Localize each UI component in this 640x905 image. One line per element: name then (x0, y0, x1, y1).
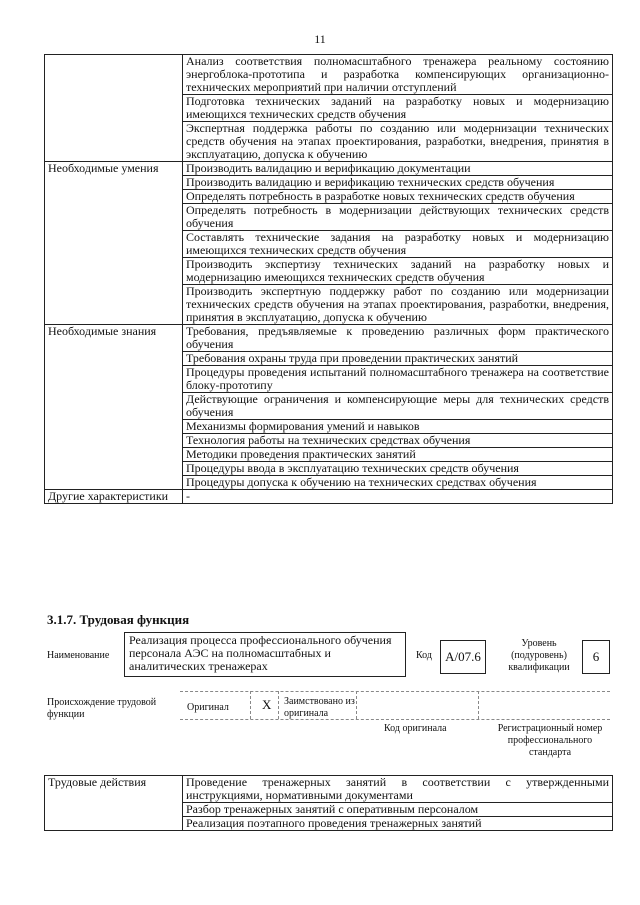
row-item: Экспертная поддержка работы по созданию или модернизации технических средств обучения на этапах проектирования, разработки, внедрения, принятия в эксплуатацию, допуска к обучению (183, 122, 613, 162)
borrowed-label: Заимствовано из оригинала (284, 696, 355, 719)
row-item: Производить валидацию и верификацию технических средств обучения (183, 176, 613, 190)
origin-top-dashed-line (180, 691, 610, 692)
origin-divider-2 (278, 691, 279, 719)
row-item: Подготовка технических заданий на разработку новых и модернизацию имеющихся технических средств обучения (183, 95, 613, 122)
row-item: Процедуры проведения испытаний полномасштабного тренажера на соответствие блоку-прототипу (183, 366, 613, 393)
origin-divider-1 (250, 691, 251, 719)
code-label: Код (416, 650, 432, 661)
table-row (45, 325, 613, 352)
row-item: Процедуры ввода в эксплуатацию технических средств обучения (183, 462, 613, 476)
row-item: Процедуры допуска к обучению на технических средствах обучения (183, 476, 613, 490)
row-label: Другие характеристики (45, 490, 183, 504)
row-label (45, 55, 183, 162)
row-item: Определять потребность в модернизации действующих технических средств обучения (183, 204, 613, 231)
row-item: Требования, предъявляемые к проведению различных форм практического обучения (183, 325, 613, 352)
table-row (45, 490, 613, 504)
original-label: Оригинал (187, 702, 229, 713)
origin-divider-4 (478, 691, 479, 719)
origin-bottom-dashed-line (180, 719, 610, 720)
table-row (45, 55, 613, 95)
row-label: Необходимые умения (45, 162, 183, 325)
level-label: Уровень (подуровень) квалификации (508, 638, 570, 673)
row-label: Необходимые знания (45, 325, 183, 490)
original-mark: X (262, 697, 272, 712)
row-item: Требования охраны труда при проведении практических занятий (183, 352, 613, 366)
row-item: Определять потребность в разработке новых технических средств обучения (183, 190, 613, 204)
row-item: Разбор тренажерных занятий с оперативным персоналом (183, 803, 613, 817)
row-item: Проведение тренажерных занятий в соответствии с утвержденными инструкциями, нормативными документами (183, 776, 613, 803)
row-item: Производить экспертизу технических заданий на разработку новых и модернизацию имеющихся технических средств обучения (183, 258, 613, 285)
row-label: Трудовые действия (45, 776, 183, 831)
registration-number-label: Регистрационный номер профессионального стандарта (497, 723, 603, 758)
origin-divider-3 (356, 691, 357, 719)
section-title: 3.1.7. Трудовая функция (47, 612, 190, 627)
name-label: Наименование (47, 650, 110, 661)
row-item: Механизмы формирования умений и навыков (183, 420, 613, 434)
function-name-value: Реализация процесса профессионального обучения персонала АЭС на полномасштабных и аналитических тренажерах (124, 632, 406, 677)
labor-actions-table (44, 775, 613, 831)
row-item: Производить экспертную поддержку работ по созданию или модернизации технических средств обучения на этапах проектирования, разработки, внедрения, принятия в эксплуатацию, допуска к обучению (183, 285, 613, 325)
code-original-label: Код оригинала (384, 723, 447, 734)
row-item: Технология работы на технических средствах обучения (183, 434, 613, 448)
requirements-table (44, 54, 613, 504)
row-item: Производить валидацию и верификацию документации (183, 162, 613, 176)
row-item: Действующие ограничения и компенсирующие меры для технических средств обучения (183, 393, 613, 420)
row-item: Реализация поэтапного проведения тренажерных занятий (183, 817, 613, 831)
level-value: 6 (582, 640, 610, 674)
row-item: Методики проведения практических занятий (183, 448, 613, 462)
code-value: А/07.6 (440, 640, 486, 674)
row-item: - (183, 490, 613, 504)
table-row (45, 776, 613, 803)
origin-label: Происхождение трудовой функции (47, 697, 157, 720)
row-item: Анализ соответствия полномасштабного тренажера реальному состоянию энергоблока-прототипа и разработка компенсирующих организационно-технических мероприятий при наличии отступлений (183, 55, 613, 95)
table-row (45, 162, 613, 176)
page-number: 11 (314, 32, 326, 46)
row-item: Составлять технические задания на разработку новых и модернизацию имеющихся технических средств обучения (183, 231, 613, 258)
